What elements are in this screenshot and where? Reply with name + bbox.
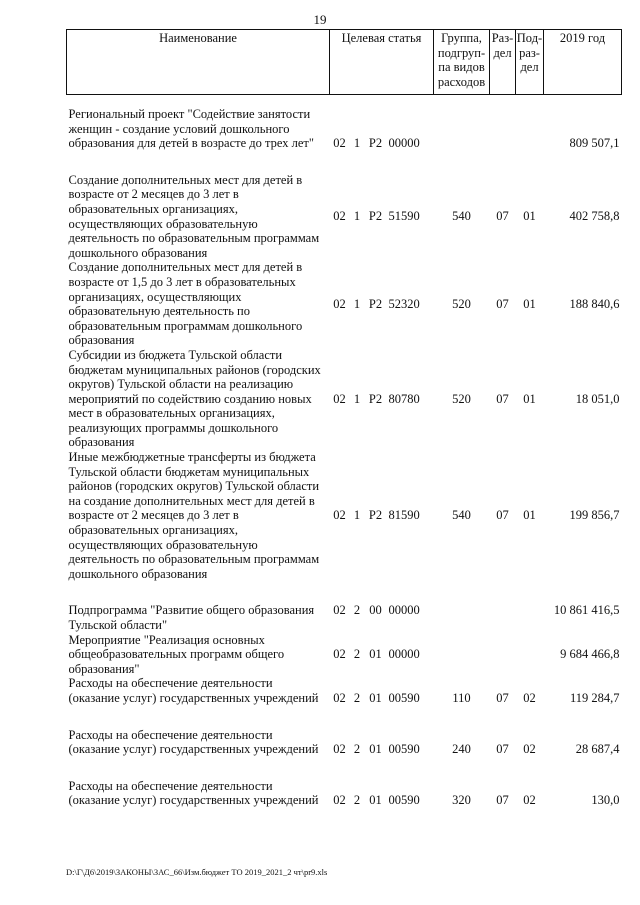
row-target-4: 00000 <box>388 136 420 151</box>
row-subsection: 01 <box>523 296 536 311</box>
row-target-4: 00000 <box>388 603 420 618</box>
row-target-2: 2 <box>353 647 361 662</box>
row-group: 240 <box>452 742 471 757</box>
row-group: 520 <box>452 296 471 311</box>
header-name: Наименование <box>67 30 330 95</box>
row-section: 07 <box>496 793 509 808</box>
row-target-1: 02 <box>333 391 346 406</box>
row-name: Расходы на обеспечение деятельности (оказание услуг) государственных учреждений <box>68 727 319 757</box>
row-target-2: 1 <box>353 136 361 151</box>
table-row <box>67 348 622 450</box>
table-row <box>67 633 622 677</box>
table-row <box>67 95 622 151</box>
row-amount: 9 684 466,8 <box>560 647 620 662</box>
budget-table <box>66 29 622 808</box>
row-section: 07 <box>496 742 509 757</box>
row-amount: 199 856,7 <box>569 508 620 523</box>
row-target-1: 02 <box>333 690 346 705</box>
row-target-1: 02 <box>333 136 346 151</box>
row-target-2: 1 <box>353 391 361 406</box>
row-subsection: 01 <box>523 391 536 406</box>
row-target-1: 02 <box>333 742 346 757</box>
row-section: 07 <box>496 209 509 224</box>
row-target-4: 00000 <box>388 647 420 662</box>
row-target-2: 1 <box>353 209 361 224</box>
row-section <box>490 95 516 151</box>
table-row <box>67 260 622 348</box>
row-group: 320 <box>452 793 471 808</box>
row-target-2: 1 <box>353 296 361 311</box>
row-target-3: 01 <box>369 647 382 662</box>
row-subsection <box>516 633 544 677</box>
row-target-3: 00 <box>369 603 382 618</box>
row-group <box>434 95 490 151</box>
row-group <box>434 633 490 677</box>
row-target-4: 80780 <box>388 391 420 406</box>
page-number: 19 <box>313 12 327 27</box>
row-target-2: 2 <box>353 603 361 618</box>
row-target-1: 02 <box>333 647 346 662</box>
row-amount: 130,0 <box>591 793 620 808</box>
row-subsection: 02 <box>523 742 536 757</box>
header-subsection: Под-раз-дел <box>516 30 544 95</box>
row-target-4: 00590 <box>388 690 420 705</box>
row-target-2: 2 <box>353 793 361 808</box>
row-section: 07 <box>496 391 509 406</box>
row-subsection: 01 <box>523 209 536 224</box>
table-row <box>67 676 622 705</box>
row-name: Расходы на обеспечение деятельности (оказание услуг) государственных учреждений <box>68 778 319 808</box>
row-group: 540 <box>452 508 471 523</box>
row-subsection <box>516 95 544 151</box>
row-group <box>434 581 490 632</box>
row-group: 520 <box>452 391 471 406</box>
row-section <box>490 581 516 632</box>
row-target-3: P2 <box>368 296 383 311</box>
table-row <box>67 706 622 757</box>
row-section: 07 <box>496 508 509 523</box>
row-amount: 10 861 416,5 <box>553 603 620 618</box>
row-name: Субсидии из бюджета Тульской области бюджетам муниципальных районов (городских округов) Тульской области на реализацию мероприятий по содействию созданию новых мест в образовательных организациях, реализующих программы дошкольного образования <box>68 347 321 450</box>
row-subsection: 02 <box>523 690 536 705</box>
row-amount: 402 758,8 <box>569 209 620 224</box>
row-name: Создание дополнительных мест для детей в возрасте от 1,5 до 3 лет в образовательных организациях, осуществляющих образовательную деятельность по образовательным программам дошкольного образования <box>68 260 303 348</box>
row-name: Расходы на обеспечение деятельности (оказание услуг) государственных учреждений <box>68 676 319 705</box>
row-amount: 119 284,7 <box>569 690 620 705</box>
row-target-4: 00590 <box>388 793 420 808</box>
row-target-4: 81590 <box>388 508 420 523</box>
row-target-3: P2 <box>368 391 383 406</box>
row-target-1: 02 <box>333 209 346 224</box>
table-row <box>67 151 622 261</box>
row-target-2: 2 <box>353 690 361 705</box>
row-target-1: 02 <box>333 508 346 523</box>
row-target-3: P2 <box>368 209 383 224</box>
file-path-footer: D:\Г\Д6\2019\ЗАКОНЫ\ЗАС_66\Изм.бюджет ТО 2019_2021_2 чт\pr9.xls <box>66 867 328 877</box>
row-amount: 18 051,0 <box>575 391 620 406</box>
row-section: 07 <box>496 296 509 311</box>
row-target-4: 00590 <box>388 742 420 757</box>
row-target-2: 2 <box>353 742 361 757</box>
header-target: Целевая статья <box>330 30 434 95</box>
row-amount: 28 687,4 <box>575 742 620 757</box>
table-row <box>67 757 622 808</box>
row-target-3: P2 <box>368 136 383 151</box>
row-target-1: 02 <box>333 793 346 808</box>
header-row <box>67 30 622 95</box>
row-target-1: 02 <box>333 296 346 311</box>
table-row <box>67 581 622 632</box>
row-group: 540 <box>452 209 471 224</box>
row-target-3: 01 <box>369 793 382 808</box>
header-year: 2019 год <box>544 30 622 95</box>
row-section: 07 <box>496 690 509 705</box>
row-subsection <box>516 581 544 632</box>
row-target-3: 01 <box>369 690 382 705</box>
row-name: Подпрограмма "Развитие общего образования Тульской области" <box>68 603 315 632</box>
row-target-3: P2 <box>368 508 383 523</box>
header-section: Раз-дел <box>490 30 516 95</box>
row-name: Региональный проект "Содействие занятости женщин - создание условий дошкольного образования для детей в возрасте до трех лет" <box>68 107 314 151</box>
row-section <box>490 633 516 677</box>
row-amount: 809 507,1 <box>569 136 620 151</box>
row-target-1: 02 <box>333 603 346 618</box>
row-subsection: 01 <box>523 508 536 523</box>
row-name: Создание дополнительных мест для детей в возрасте от 2 месяцев до 3 лет в образовательных организациях, осуществляющих образовательную деятельность по образовательным программам дошкольного образования <box>68 172 320 260</box>
row-subsection: 02 <box>523 793 536 808</box>
row-target-4: 52320 <box>388 296 420 311</box>
row-amount: 188 840,6 <box>569 296 620 311</box>
row-name: Мероприятие "Реализация основных общеобразовательных программ общего образования" <box>68 632 285 676</box>
row-name: Иные межбюджетные трансферты из бюджета Тульской области бюджетам муниципальных районов (городских округов) Тульской области на создание дополнительных мест для детей в возрасте от 2 месяцев до 3 лет в образовательных организациях, осуществляющих образовательную деятельность по образовательным программам дошкольного образования <box>68 450 320 581</box>
header-group: Группа, подгруп-па видов расходов <box>434 30 490 95</box>
row-group: 110 <box>452 690 471 705</box>
row-target-4: 51590 <box>388 209 420 224</box>
row-target-3: 01 <box>369 742 382 757</box>
row-target-2: 1 <box>353 508 361 523</box>
table-row <box>67 450 622 581</box>
